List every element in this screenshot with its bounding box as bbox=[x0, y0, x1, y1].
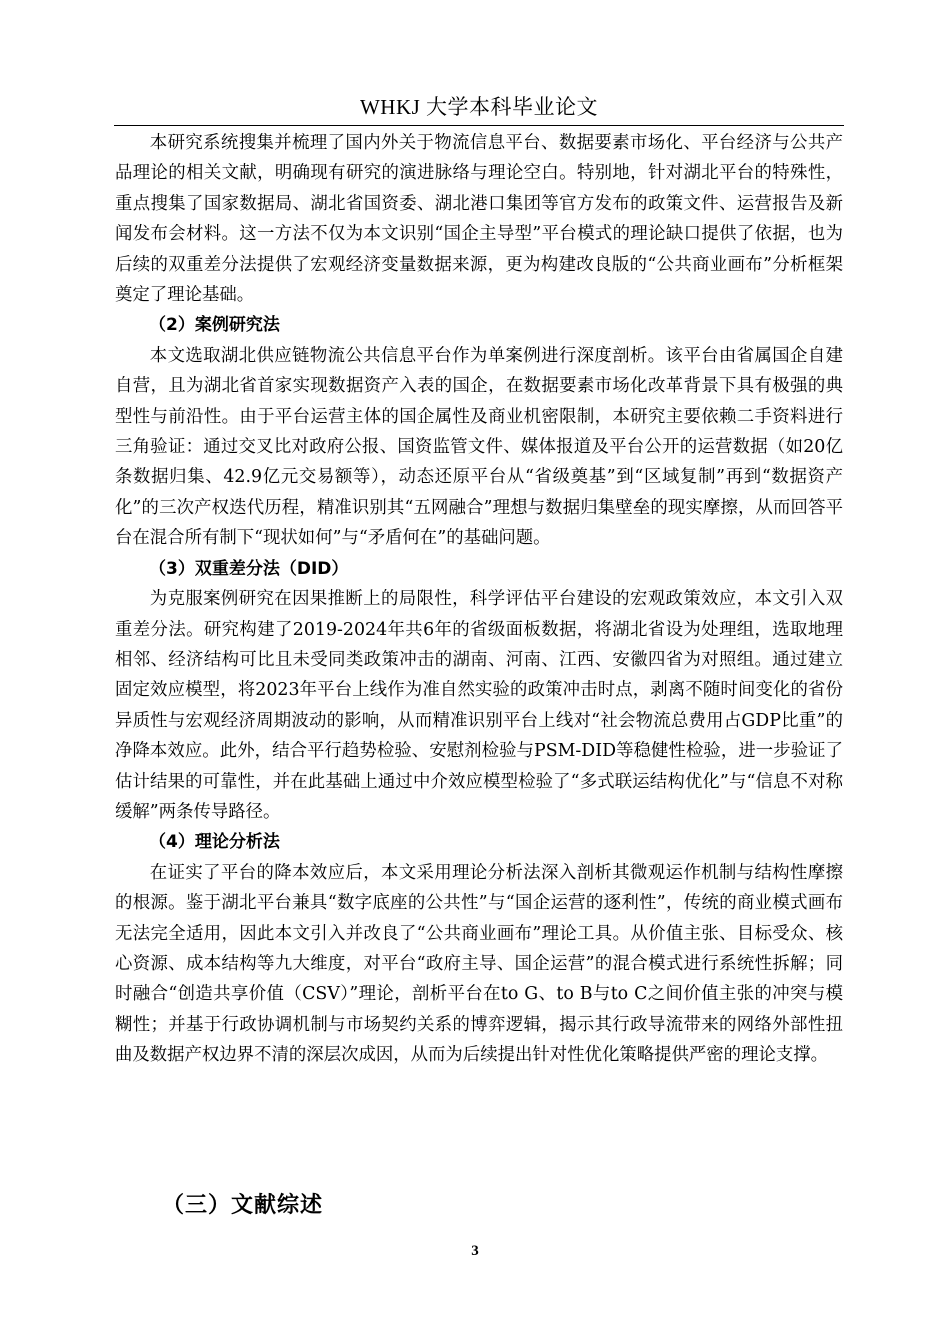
section-title-literature-review: （三）文献综述 bbox=[162, 1193, 324, 1218]
header-divider bbox=[114, 125, 844, 126]
running-header: WHKJ 大学本科毕业论文 bbox=[359, 95, 599, 119]
page-number: 3 bbox=[471, 1243, 479, 1259]
paragraph-theory-analysis: 在证实了平台的降本效应后，本文采用理论分析法深入剖析其微观运作机制与结构性摩擦的根源。鉴于湖北平台兼具“数字底座的公共性”与“国企运营的逐利性”，传统的商业模式画布无法完全适用，因此本文引入并改良了“公共商业画布”理论工具。从价值主张、目标受众、核心资源、成本结构等九大维度，对平台“政府主导、国企运营”的混合模式进行系统性拆解；同时融合“创造共享价值（CSV）”理论，剖析平台在to G、to B与to C之间价值主张的冲突与模糊性；并基于行政协调机制与市场契约关系的博弈逻辑，揭示其行政导流带来的网络外部性扭曲及数据产权边界不清的深层次成因，从而为后续提出针对性优化策略提供严密的理论支撑。 bbox=[115, 862, 843, 1066]
subheading-theory-analysis: （4）理论分析法 bbox=[149, 832, 280, 853]
subheading-did: （3）双重差分法（DID） bbox=[149, 558, 349, 579]
paragraph-literature-method: 本研究系统搜集并梳理了国内外关于物流信息平台、数据要素市场化、平台经济与公共产品理论的相关文献，明确现有研究的演进脉络与理论空白。特别地，针对湖北平台的特殊性，重点搜集了国家数据局、湖北省国资委、湖北港口集团等官方发布的政策文件、运营报告及新闻发布会材料。这一方法不仅为本文识别“国企主导型”平台模式的理论缺口提供了依据，也为后续的双重差分法提供了宏观经济变量数据来源，更为构建改良版的“公共商业画布”分析框架奠定了理论基础。 bbox=[115, 133, 843, 306]
paragraph-did: 为克服案例研究在因果推断上的局限性，科学评估平台建设的宏观政策效应，本文引入双重差分法。研究构建了2019-2024年共6年的省级面板数据，将湖北省设为处理组，选取地理相邻、经济结构可比且未受同类政策冲击的湖南、河南、江西、安徽四省为对照组。通过建立固定效应模型，将2023年平台上线作为准自然实验的政策冲击时点，剥离不随时间变化的省份异质性与宏观经济周期波动的影响，从而精准识别平台上线对“社会物流总费用占GDP比重”的净降本效应。此外，结合平行趋势检验、安慰剂检验与PSM-DID等稳健性检验，进一步验证了估计结果的可靠性，并在此基础上通过中介效应模型检验了“多式联运结构优化”与“信息不对称缓解”两条传导路径。 bbox=[115, 589, 843, 822]
subheading-case-study: （2）案例研究法 bbox=[149, 315, 280, 336]
paragraph-case-study: 本文选取湖北供应链物流公共信息平台作为单案例进行深度剖析。该平台由省属国企自建自营，且为湖北省首家实现数据资产入表的国企，在数据要素市场化改革背景下具有极强的典型性与前沿性。由于平台运营主体的国企属性及商业机密限制，本研究主要依赖二手资料进行三角验证：通过交叉比对政府公报、国资监管文件、媒体报道及平台公开的运营数据（如20亿条数据归集、42.9亿元交易额等），动态还原平台从“省级奠基”到“区域复制”再到“数据资产化”的三次产权迭代历程，精准识别其“五网融合”理想与数据归集壁垒的现实摩擦，从而回答平台在混合所有制下“现状如何”与“矛盾何在”的基础问题。 bbox=[115, 345, 843, 549]
body-text bbox=[115, 128, 843, 1071]
